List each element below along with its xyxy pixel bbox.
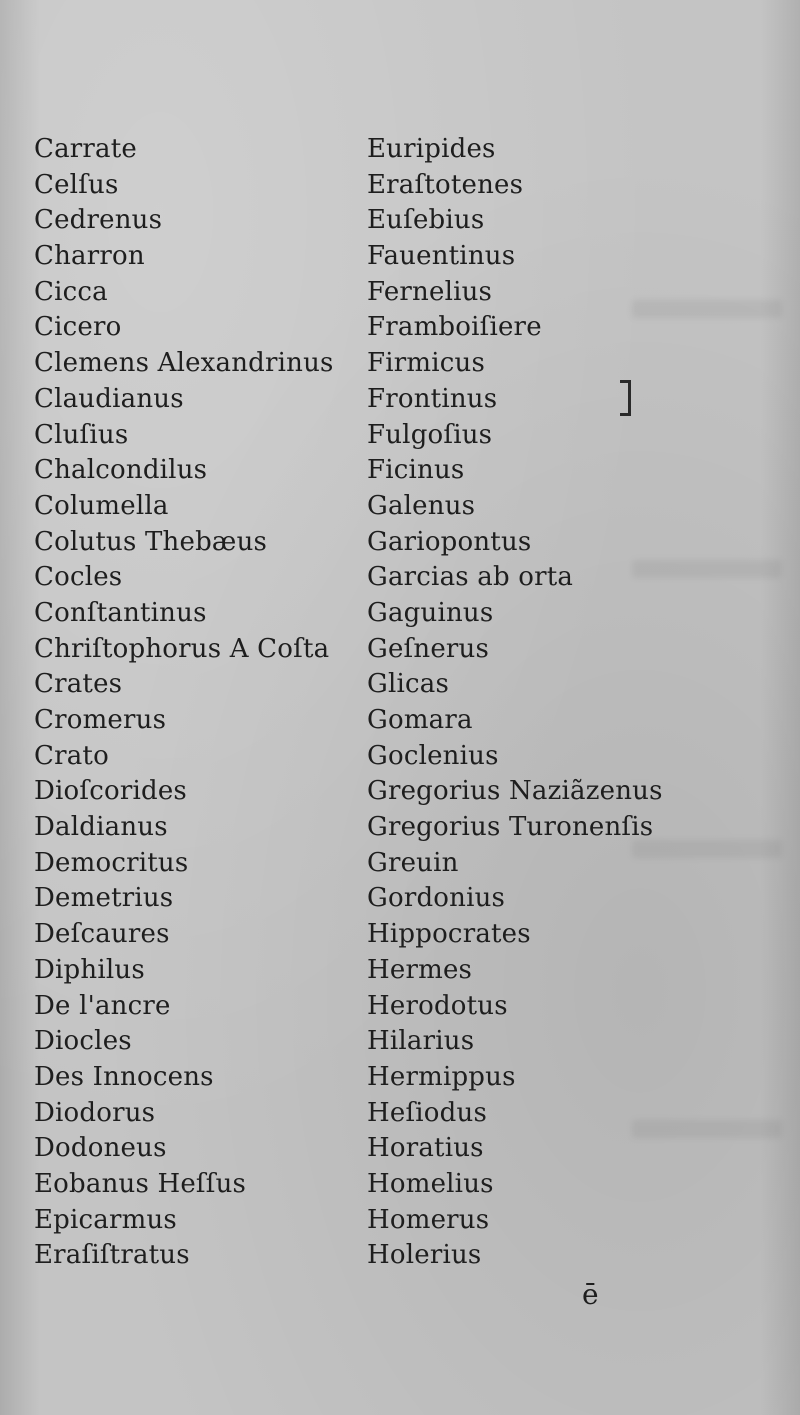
- author-name: Claudianus: [34, 383, 184, 414]
- author-name: Glicas: [367, 669, 450, 700]
- author-name: Gariopontus: [367, 526, 532, 557]
- author-name: Chriſtophorus A Coſta: [34, 633, 330, 664]
- author-name: Homerus: [367, 1204, 490, 1235]
- author-name: Gomara: [367, 705, 473, 735]
- catchword: ē: [582, 1278, 599, 1311]
- author-name: Euripides: [367, 134, 496, 164]
- author-name: Democritus: [34, 847, 189, 878]
- author-name: Framboiſiere: [367, 312, 542, 343]
- author-name: Cromerus: [34, 705, 167, 735]
- author-name: Diphilus: [34, 954, 145, 985]
- author-name: Horatius: [367, 1133, 484, 1164]
- author-name: Goclenius: [367, 740, 499, 771]
- author-name: Eraſiſtratus: [34, 1240, 190, 1271]
- author-name: Cicero: [34, 312, 122, 343]
- author-name: Eraſtotenes: [367, 169, 524, 200]
- author-name: Fauentinus: [367, 241, 516, 272]
- author-name: Gordonius: [367, 883, 506, 914]
- author-name: Diocles: [34, 1026, 132, 1057]
- author-name: Deſcaures: [34, 919, 170, 950]
- author-name: Fernelius: [367, 276, 493, 307]
- author-name: Demetrius: [34, 883, 174, 914]
- author-name: Firmicus: [367, 348, 486, 379]
- author-name: Hermippus: [367, 1061, 516, 1092]
- author-name: Gregorius Turonenſis: [367, 812, 654, 843]
- author-name: Epicarmus: [34, 1204, 177, 1235]
- author-name: Hippocrates: [367, 919, 531, 950]
- author-name: Greuin: [367, 847, 459, 878]
- author-name: Colutus Thebæus: [34, 526, 268, 557]
- author-name: Diodorus: [34, 1097, 156, 1128]
- author-name: Geſnerus: [367, 633, 490, 664]
- author-name: Dodoneus: [34, 1133, 167, 1164]
- author-name: Charron: [34, 241, 145, 272]
- author-name: Des Innocens: [34, 1061, 214, 1092]
- author-name: Fulgoſius: [367, 419, 493, 450]
- author-name: Daldianus: [34, 812, 168, 843]
- author-name: Herodotus: [367, 990, 508, 1021]
- author-name: Gregorius Naziãzenus: [367, 776, 663, 807]
- author-name: Carrate: [34, 134, 137, 164]
- author-name: Heſiodus: [367, 1097, 487, 1128]
- author-name: Galenus: [367, 490, 476, 521]
- author-list-left: [34, 132, 364, 1274]
- author-name: Celſus: [34, 169, 119, 200]
- author-name: Garcias ab orta: [367, 562, 574, 593]
- author-name: Hermes: [367, 954, 473, 985]
- author-name: Eobanus Heſſus: [34, 1168, 247, 1199]
- author-name: Cedrenus: [34, 205, 163, 236]
- author-name: Holerius: [367, 1240, 482, 1271]
- author-name: Homelius: [367, 1168, 494, 1199]
- author-name: Chalcondilus: [34, 455, 208, 486]
- author-name: Hilarius: [367, 1026, 475, 1057]
- author-name: Crato: [34, 740, 109, 771]
- author-name: Cocles: [34, 562, 123, 593]
- author-name: Conſtantinus: [34, 597, 207, 628]
- author-name: Ficinus: [367, 455, 465, 486]
- author-list-right: [367, 132, 747, 1274]
- author-name: Clemens Alexandrinus: [34, 348, 334, 379]
- author-name: Euſebius: [367, 205, 485, 236]
- author-name: Cluſius: [34, 419, 129, 450]
- author-name: Frontinus: [367, 383, 498, 414]
- author-name: Columella: [34, 490, 169, 521]
- author-name: Dioſcorides: [34, 776, 187, 807]
- author-name: Cicca: [34, 276, 108, 307]
- author-name: Crates: [34, 669, 123, 700]
- author-name: De l'ancre: [34, 990, 171, 1021]
- author-name: Gaguinus: [367, 597, 494, 628]
